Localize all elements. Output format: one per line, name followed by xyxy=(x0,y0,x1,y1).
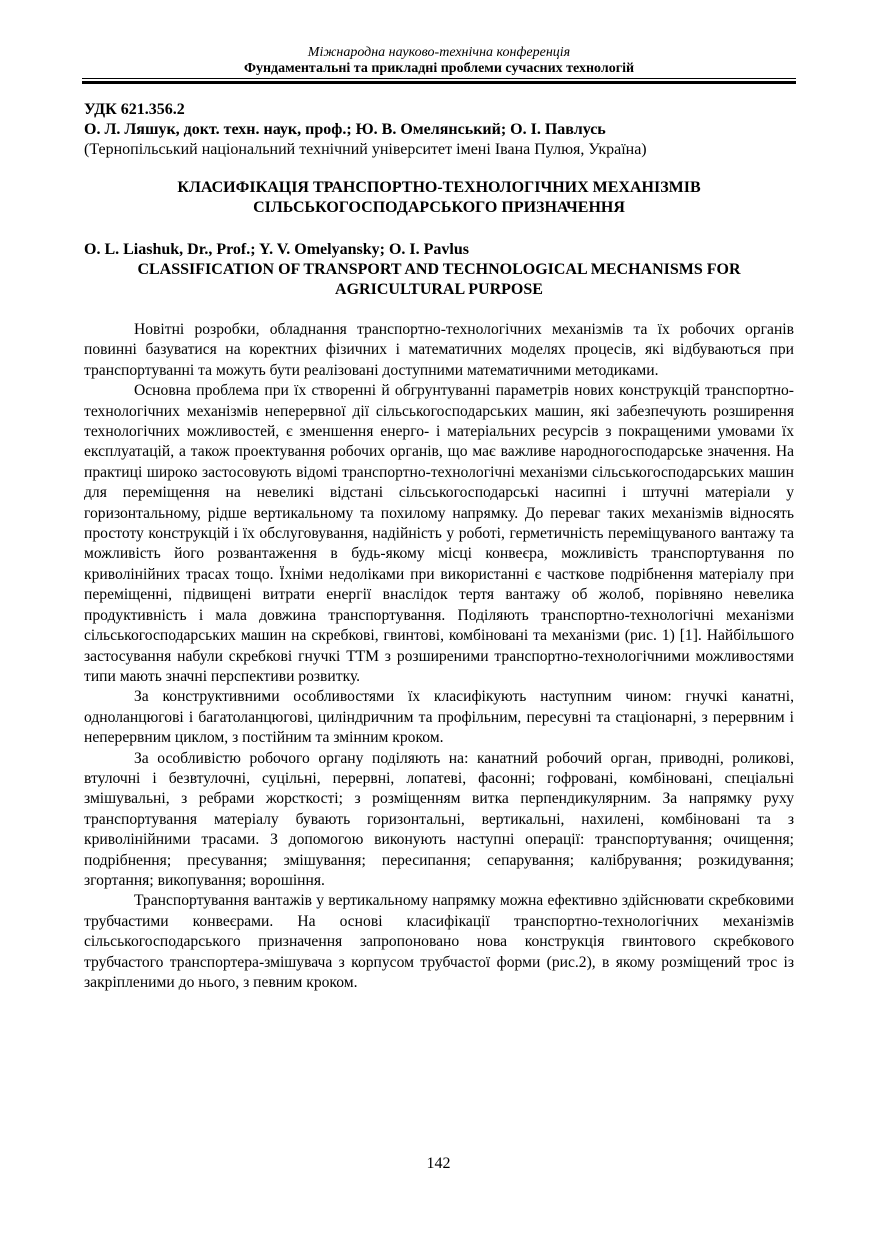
title-english-line-2: AGRICULTURAL PURPOSE xyxy=(335,281,543,298)
page-number: 142 xyxy=(426,1155,451,1172)
title-english xyxy=(84,260,794,300)
header-rule-thick xyxy=(82,81,796,84)
conference-title: Фундаментальні та прикладні проблеми сучасних технологій xyxy=(243,61,635,76)
body-paragraph: За особливістю робочого органу поділяють на: канатний робочий орган, приводні, роликові, втулочні і безвтулочні, суцільні, перервні, лопатеві, фасонні; гофровані, комбіновані, спеціальні змішувальні, з ребрами жорсткості; з розміщенням витка перпендикулярним. За напрямку руху транспортування матеріалу бувають горизонтальні, вертикальні, нахилені, комбіновані та з криволінійними трасами. З допомогою виконують наступні операції: транспортування; очищення; подрібнення; пресування; змішування; пересипання; сепарування; калібрування; розкидування; згортання; викопування; ворошіння. xyxy=(84,749,794,889)
header-rule-thin xyxy=(82,78,796,79)
title-ukrainian-line-1: КЛАСИФІКАЦІЯ ТРАНСПОРТНО-ТЕХНОЛОГІЧНИХ МЕХАНІЗМІВ xyxy=(177,179,701,196)
authors-ukrainian: О. Л. Ляшук, докт. техн. наук, проф.; Ю. В. Омелянський; О. І. Павлусь xyxy=(84,121,606,138)
body-paragraph: Транспортування вантажів у вертикальному напрямку можна ефективно здійснювати скребковими трубчастими конвеєрами. На основі класифікації транспортно-технологічних механізмів сільськогосподарського призначення запропоновано нова конструкція гвинтового скребкового трубчастого транспортера-змішувача з корпусом трубчастої форми (рис.2), в якому розміщений трос із закріпленими до нього, з певним кроком. xyxy=(84,892,794,991)
title-english-line-1: CLASSIFICATION OF TRANSPORT AND TECHNOLOGICAL MECHANISMS FOR xyxy=(137,261,741,278)
title-ukrainian-line-2: СІЛЬСЬКОГОСПОДАРСЬКОГО ПРИЗНАЧЕННЯ xyxy=(253,199,625,216)
affiliation: (Тернопільський національний технічний університет імені Івана Пулюя, Україна) xyxy=(84,141,647,158)
conference-name: Міжнародна науково-технічна конференція xyxy=(307,45,571,60)
running-header xyxy=(82,44,796,77)
title-ukrainian xyxy=(84,178,794,218)
authors-english: O. L. Liashuk, Dr., Prof.; Y. V. Omelyansky; O. I. Pavlus xyxy=(84,241,469,258)
body-paragraph: Основна проблема при їх створенні й обгрунтуванні параметрів нових конструкцій транспортно-технологічних механізмів неперервної дії сільськогосподарських машин, які забезпечують розширення технологічних можливостей, є зменшення енерго- і матеріальних ресурсів з покращеними умовами їх експлуатацій, а також проектування робочих органів, що має важливе народногосподарське значення. На практиці широко застосовують відомі транспортно-технологічні механізми сільськогосподарських машин для переміщення на невеликі відстані сільськогосподарські насипні і штучні матеріали у горизонтальному, рідше вертикальному та похилому напрямку. До переваг таких механізмів відносять простоту конструкцій і їх обслуговування, надійність у роботі, герметичність переміщуваного вантажу та можливість його розвантаження в будь-якому місці конвеєра, можливість транспортування по криволінійних трасах тощо. Їхніми недоліками при використанні є часткове подрібнення матеріалу при переміщенні, підвищені витрати енергії внаслідок тертя вантажу об жолоб, порівняно невелика продуктивність і мала довжина транспортування. Поділяють транспортно-технологічні механізми сільськогосподарських машин на скребкові, гвинтові, комбіновані та механізми (рис. 1) [1]. Найбільшого застосування набули скребкові гнучкі ТТМ з розширеними транспортно-технологічними можливостями типи мають значні перспективи розвитку. xyxy=(84,382,794,685)
body-paragraph: За конструктивними особливостями їх класифікують наступним чином: гнучкі канатні, одноланцюгові і багатоланцюгові, циліндричним та профільним, пересувні та стаціонарні, з перервним і неперервним циклом, з постійним та змінним кроком. xyxy=(84,688,794,747)
article-body xyxy=(84,320,794,993)
body-paragraph: Новітні розробки, обладнання транспортно-технологічних механізмів та їх робочих органів повинні базуватися на коректних фізичних і математичних моделях процесів, які відбуваються при транспортуванні та можуть бути реалізовані доступними математичними методиками. xyxy=(84,321,794,379)
article xyxy=(84,100,794,993)
udc-code: УДК 621.356.2 xyxy=(84,101,185,118)
